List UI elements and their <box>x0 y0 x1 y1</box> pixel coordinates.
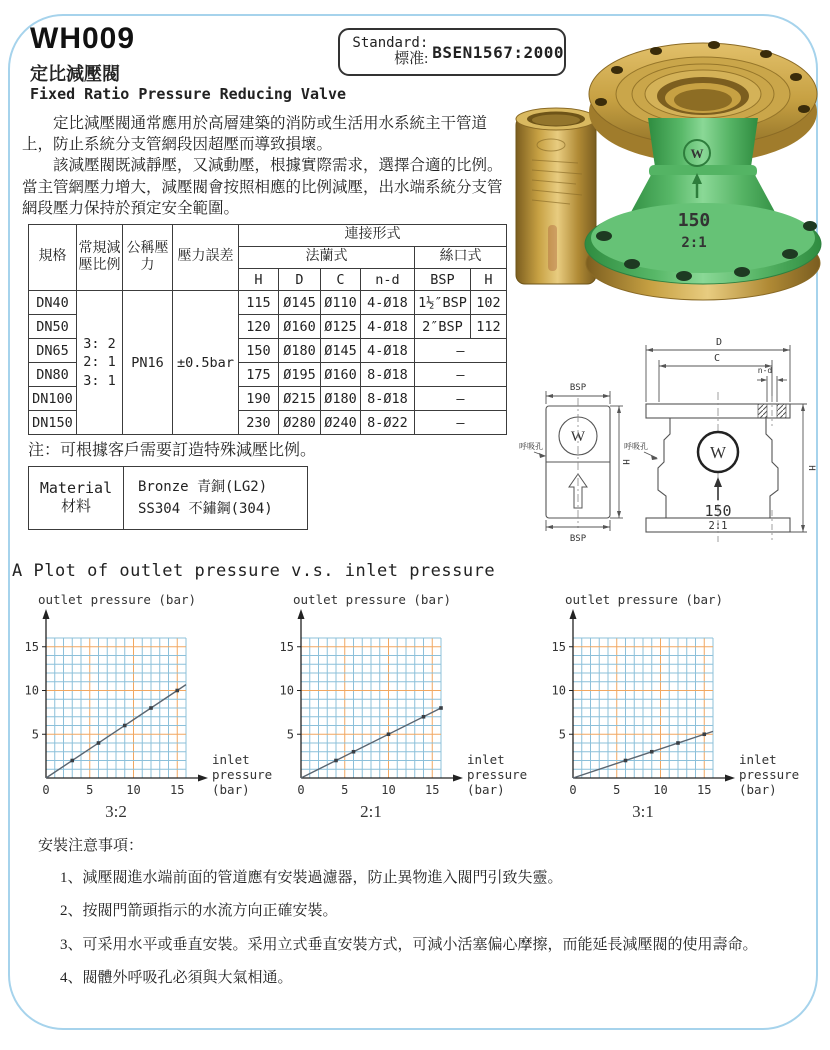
svg-text:15: 15 <box>279 639 294 654</box>
installation-note-item: 4、閥體外呼吸孔必須與大氣相通。 <box>60 969 293 986</box>
svg-text:15: 15 <box>551 639 566 654</box>
dim-label-d: D <box>715 337 723 348</box>
valve-ratio-marking: 2:1 <box>681 235 707 251</box>
h1-cell: 150 <box>239 339 279 363</box>
standard-label-en: Standard: <box>352 35 429 52</box>
spec-cell: DN50 <box>29 315 77 339</box>
bsp-cell: — <box>415 387 507 411</box>
installation-notes-heading: 安裝注意事項： <box>38 838 144 854</box>
nd-cell: 4-Ø18 <box>361 315 415 339</box>
sub-header-d: D <box>279 269 321 291</box>
svg-text:5: 5 <box>341 783 349 797</box>
svg-text:15: 15 <box>697 783 712 797</box>
dim-label-bsp-top: BSP <box>569 383 587 393</box>
product-title-en: Fixed Ratio Pressure Reducing Valve <box>30 85 347 103</box>
svg-text:pressure: pressure <box>467 767 528 782</box>
svg-text:10: 10 <box>653 783 668 797</box>
svg-text:3:1: 3:1 <box>632 802 654 821</box>
green-flanged-valve-photo <box>585 41 821 300</box>
c-cell: Ø180 <box>321 387 361 411</box>
dim-label-bsp-bottom: BSP <box>569 534 587 544</box>
d-cell: Ø215 <box>279 387 321 411</box>
standard-label-zh: 標准: <box>394 51 429 68</box>
breather-hole-label-flanged: 呼吸孔 <box>624 442 648 451</box>
svg-text:pressure: pressure <box>212 767 273 782</box>
svg-text:outlet pressure (bar): outlet pressure (bar) <box>38 592 197 607</box>
dim-label-h-threaded: H <box>620 459 630 465</box>
svg-text:(bar): (bar) <box>739 782 777 797</box>
sub-header-h2: H <box>471 269 507 291</box>
sub-header-h1: H <box>239 269 279 291</box>
material-values-cell <box>124 467 308 530</box>
svg-text:2:1: 2:1 <box>360 802 382 821</box>
svg-text:5: 5 <box>31 727 39 742</box>
threaded-valve-drawing <box>519 383 630 544</box>
svg-text:5: 5 <box>86 783 94 797</box>
valve-size-marking: 150 <box>677 210 711 231</box>
technical-drawings <box>518 330 822 545</box>
svg-text:10: 10 <box>381 783 396 797</box>
description-paragraph-2: 該減壓閥既減靜壓，又減動壓，根據實際需求，選擇合適的比例。當主管網壓力增大，減壓閥會按照相應的比例減壓，出水端系統分支管網段壓力保持於預定安全範圍。 <box>22 157 503 217</box>
bsp-cell: 2″BSP <box>415 315 471 339</box>
material-label-zh: 材料 <box>60 499 91 515</box>
spec-cell: DN100 <box>29 387 77 411</box>
col-header-connection: 連接形式 <box>239 225 507 247</box>
svg-text:15: 15 <box>170 783 185 797</box>
drawing-size-label: 150 <box>704 502 732 520</box>
dim-label-nd: n-d <box>757 366 773 375</box>
svg-text:10: 10 <box>551 683 566 698</box>
chart-ratio-2-1 <box>277 590 549 830</box>
nd-cell: 8-Ø22 <box>361 411 415 435</box>
col-header-pressure-error: 壓力誤差 <box>173 225 239 291</box>
sub-header-bsp: BSP <box>415 269 471 291</box>
dim-label-c: C <box>713 353 721 364</box>
material-label-en: Material <box>39 478 113 497</box>
model-number: WH009 <box>30 22 136 55</box>
svg-text:(bar): (bar) <box>467 782 505 797</box>
col-header-ratio: 常規減壓比例 <box>77 225 123 291</box>
chart-ratio-3-1 <box>549 590 821 830</box>
bsp-cell: 1½″BSP <box>415 291 471 315</box>
svg-text:5: 5 <box>558 727 566 742</box>
h2-cell: 102 <box>471 291 507 315</box>
h2-cell: 112 <box>471 315 507 339</box>
spec-cell: DN80 <box>29 363 77 387</box>
flow-arrow-icon <box>714 477 722 487</box>
nd-cell: 8-Ø18 <box>361 387 415 411</box>
drawing-logo-letter: W <box>709 443 727 462</box>
h1-cell: 190 <box>239 387 279 411</box>
dim-label-h-flanged: H <box>806 465 816 471</box>
breather-hole-label-threaded: 呼吸孔 <box>519 442 543 451</box>
pressure-error-cell: ±0.5bar <box>173 291 239 435</box>
table-note: 注：可根據客戶需要訂造特殊減壓比例。 <box>28 442 317 459</box>
d-cell: Ø160 <box>279 315 321 339</box>
h1-cell: 175 <box>239 363 279 387</box>
installation-notes <box>38 834 813 1001</box>
material-label-cell <box>29 467 124 530</box>
d-cell: Ø280 <box>279 411 321 435</box>
product-title-zh: 定比減壓閥 <box>30 64 120 84</box>
svg-text:0: 0 <box>42 783 50 797</box>
svg-text:15: 15 <box>425 783 440 797</box>
bsp-cell: — <box>415 339 507 363</box>
svg-text:15: 15 <box>24 639 39 654</box>
flanged-valve-drawing <box>624 337 816 542</box>
col-header-spec: 規格 <box>29 225 77 291</box>
material-value: SS304 不鏽鋼(304) <box>138 501 273 517</box>
nd-cell: 4-Ø18 <box>361 339 415 363</box>
svg-text:pressure: pressure <box>739 767 800 782</box>
plot-section-title: A Plot of outlet pressure v.s. inlet pressure <box>12 561 496 581</box>
spec-table <box>28 224 507 435</box>
ratio-value: 3: 1 <box>83 372 116 389</box>
nd-cell: 8-Ø18 <box>361 363 415 387</box>
installation-note-item: 1、減壓閥進水端前面的管道應有安裝過濾器，防止異物進入閥門引致失靈。 <box>60 870 563 886</box>
svg-text:inlet: inlet <box>212 752 250 767</box>
col-header-flange-type: 法蘭式 <box>239 247 415 269</box>
installation-note-item: 2、按閥門箭頭指示的水流方向正確安裝。 <box>60 903 338 920</box>
ratio-values-cell <box>77 291 123 435</box>
material-table <box>28 466 308 530</box>
svg-text:5: 5 <box>613 783 621 797</box>
col-header-thread-type: 絲口式 <box>415 247 507 269</box>
c-cell: Ø145 <box>321 339 361 363</box>
description <box>22 113 516 219</box>
spec-cell: DN65 <box>29 339 77 363</box>
svg-text:inlet: inlet <box>467 752 505 767</box>
description-paragraph-1: 定比減壓閥通常應用於高層建築的消防或生活用水系統主干管道上，防止系統分支管網段因超壓而導致損壞。 <box>22 115 488 154</box>
bsp-cell: — <box>415 363 507 387</box>
d-cell: Ø180 <box>279 339 321 363</box>
d-cell: Ø145 <box>279 291 321 315</box>
svg-text:0: 0 <box>569 783 577 797</box>
sub-header-c: C <box>321 269 361 291</box>
h1-cell: 115 <box>239 291 279 315</box>
spec-cell: DN150 <box>29 411 77 435</box>
sub-header-nd: n-d <box>361 269 415 291</box>
svg-text:10: 10 <box>279 683 294 698</box>
ratio-value: 3: 2 <box>83 336 116 353</box>
svg-text:3:2: 3:2 <box>105 802 127 821</box>
c-cell: Ø125 <box>321 315 361 339</box>
spec-cell: DN40 <box>29 291 77 315</box>
standard-labels <box>340 35 432 68</box>
svg-text:10: 10 <box>126 783 141 797</box>
material-value: Bronze 青銅(LG2) <box>138 478 268 495</box>
svg-text:outlet pressure (bar): outlet pressure (bar) <box>565 592 724 607</box>
drawing-ratio-label: 2:1 <box>708 520 728 532</box>
installation-note-item: 3、可采用水平或垂直安裝。采用立式垂直安裝方式，可減小活塞偏心摩擦，而能延長減壓閥的使用壽命。 <box>60 936 758 953</box>
svg-text:10: 10 <box>24 683 39 698</box>
c-cell: Ø160 <box>321 363 361 387</box>
c-cell: Ø240 <box>321 411 361 435</box>
h1-cell: 120 <box>239 315 279 339</box>
standard-value: BSEN1567:2000 <box>432 42 564 62</box>
c-cell: Ø110 <box>321 291 361 315</box>
svg-text:(bar): (bar) <box>212 782 250 797</box>
chart-ratio-3-2 <box>22 590 294 830</box>
h1-cell: 230 <box>239 411 279 435</box>
brand-logo-letter: W <box>690 146 704 161</box>
nd-cell: 4-Ø18 <box>361 291 415 315</box>
bsp-cell: — <box>415 411 507 435</box>
table-row <box>29 291 507 315</box>
ratio-value: 2: 1 <box>83 354 116 371</box>
nominal-pressure-cell: PN16 <box>123 291 173 435</box>
product-photos <box>498 20 830 304</box>
svg-text:5: 5 <box>286 727 294 742</box>
svg-text:inlet: inlet <box>739 752 777 767</box>
drawing-logo-letter: W <box>570 429 586 445</box>
svg-text:outlet pressure (bar): outlet pressure (bar) <box>293 592 452 607</box>
d-cell: Ø195 <box>279 363 321 387</box>
svg-text:0: 0 <box>297 783 305 797</box>
brass-threaded-valve-photo <box>516 108 596 284</box>
col-header-nominal-pressure: 公稱壓力 <box>123 225 173 291</box>
